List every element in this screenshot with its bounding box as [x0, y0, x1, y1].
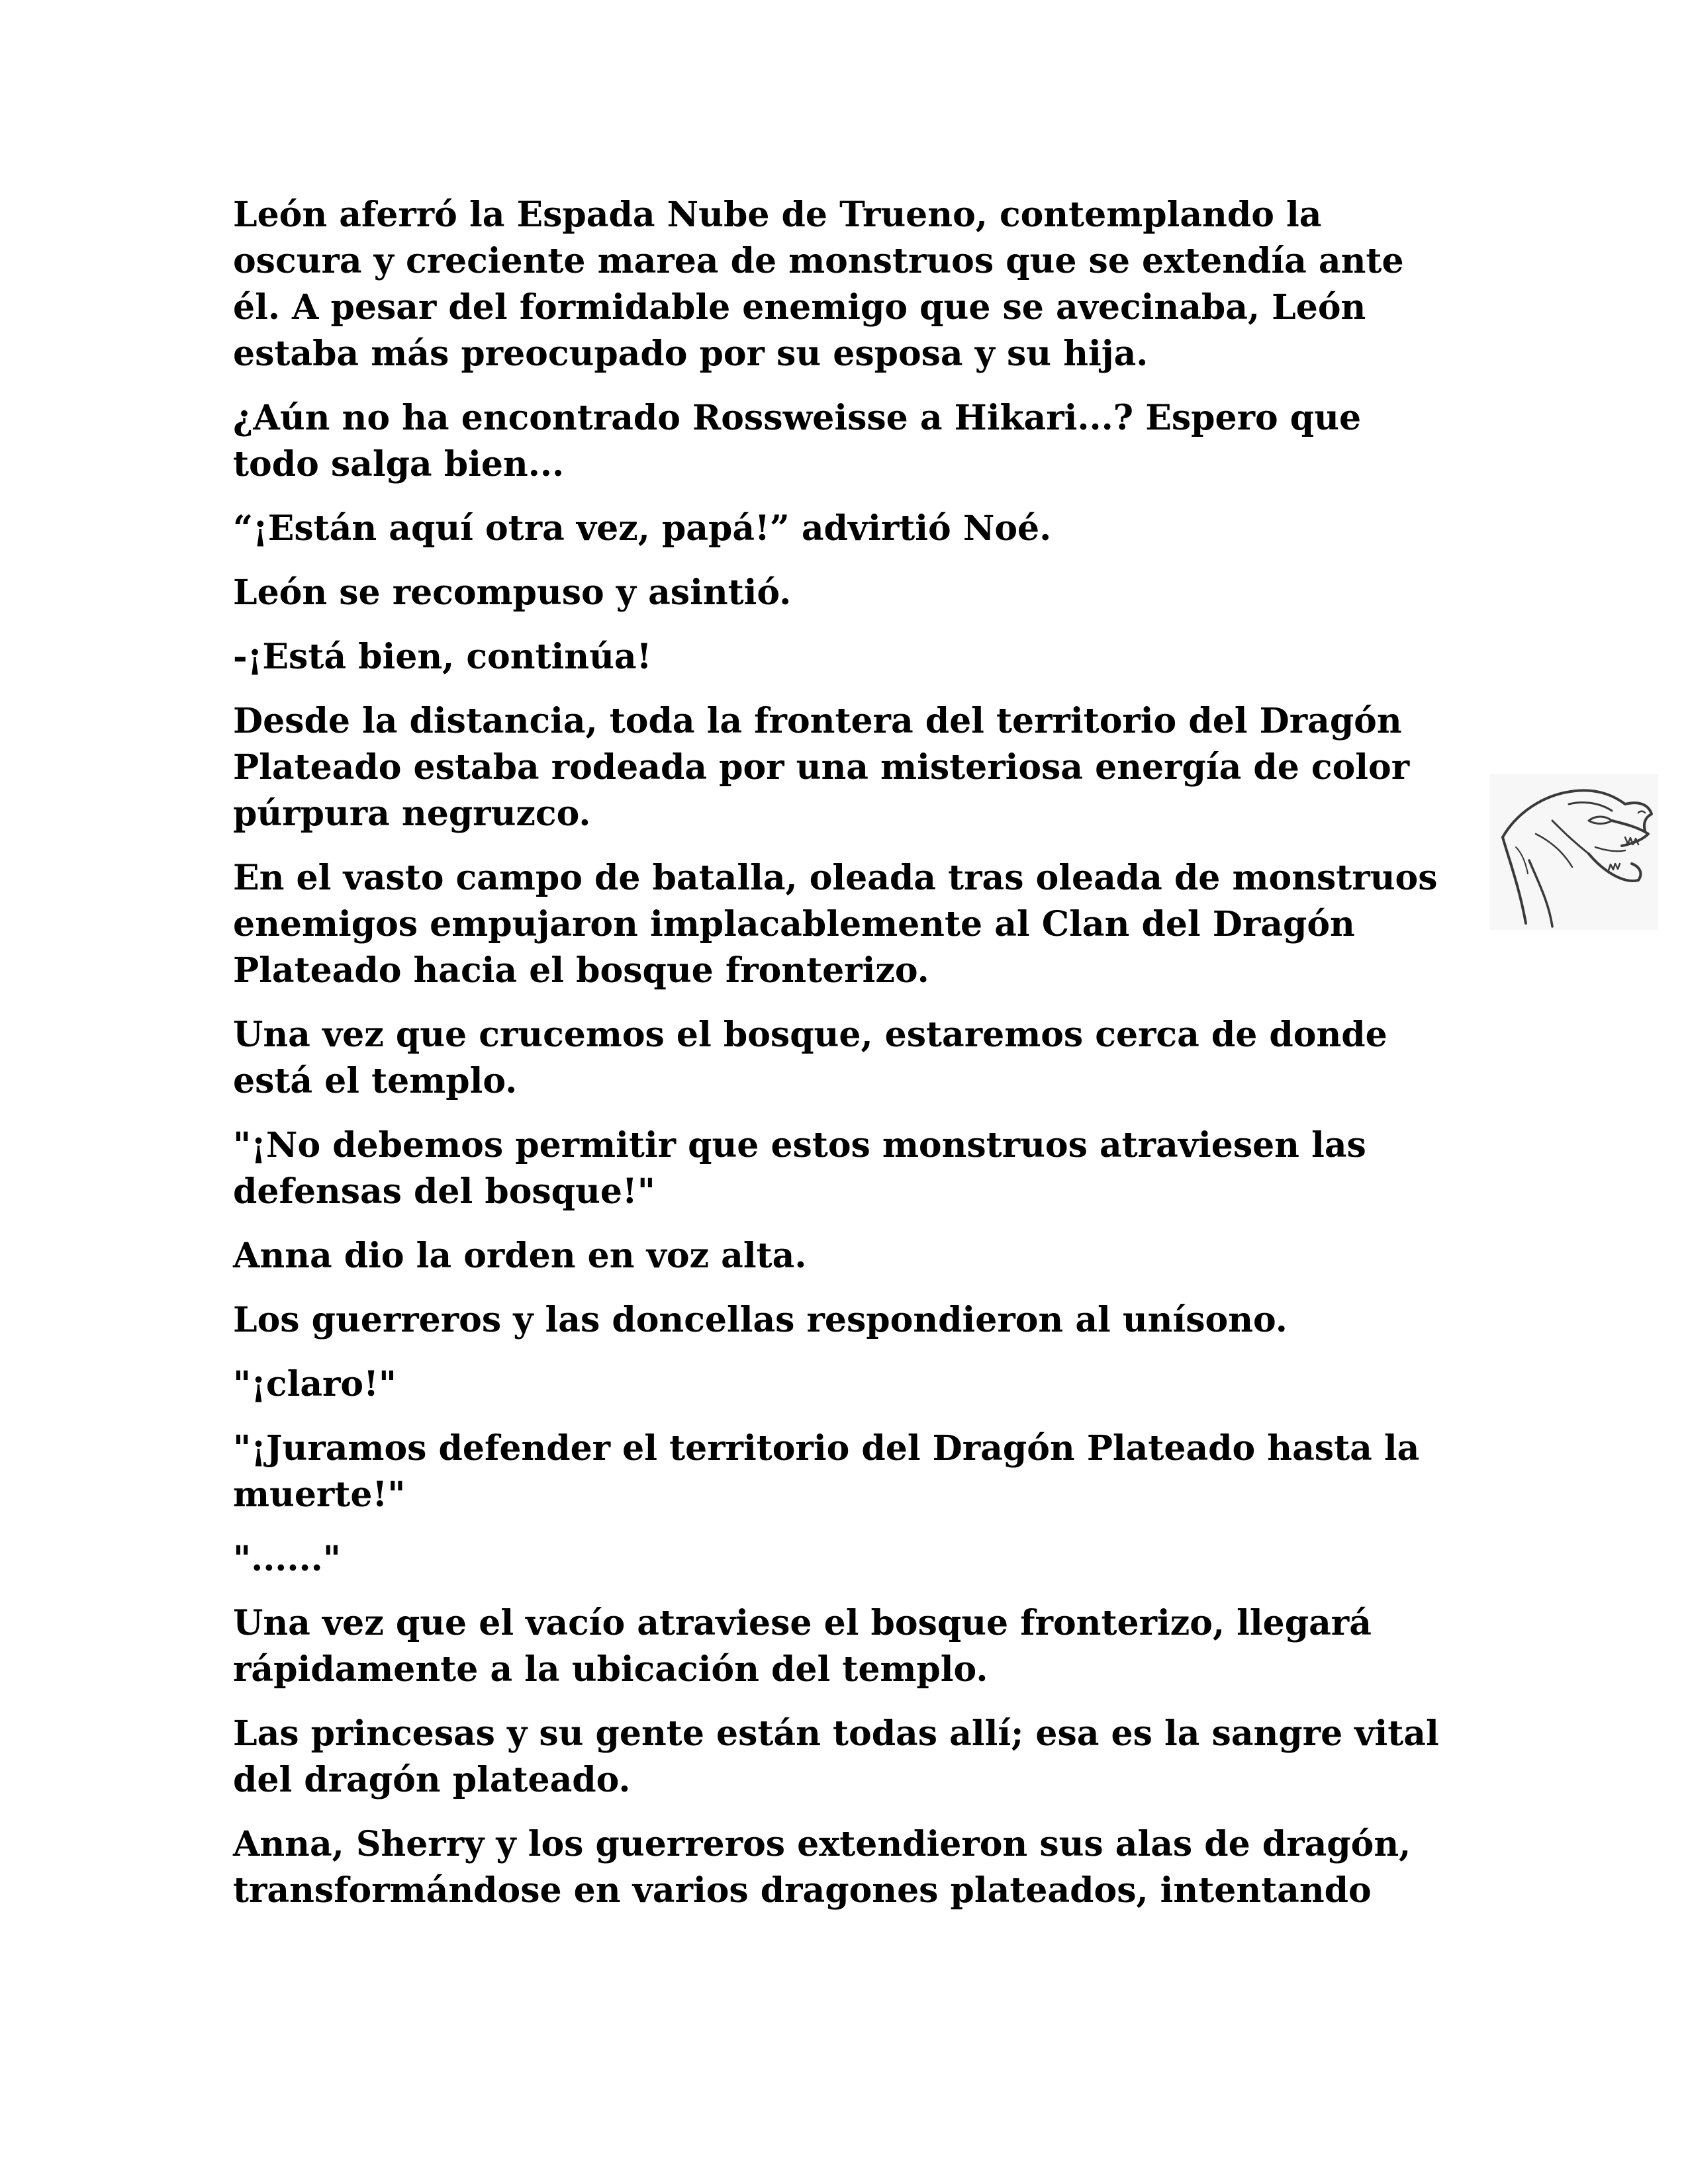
- text-line: León aferró la Espada Nube de Trueno, contemplando la: [233, 195, 1322, 235]
- paragraph: [233, 855, 1438, 994]
- paragraph: [233, 1122, 1438, 1215]
- text-line: Las princesas y su gente están todas allí; esa es la sangre vital: [233, 1713, 1439, 1754]
- text-line: Una vez que el vacío atraviese el bosque fronterizo, llegará: [233, 1603, 1372, 1643]
- text-line: ¿Aún no ha encontrado Rossweisse a Hikari...? Espero que: [233, 398, 1362, 438]
- paragraph: [233, 1361, 1438, 1408]
- paragraph: [233, 698, 1438, 837]
- text-line: oscura y creciente marea de monstruos que se extendía ante: [233, 241, 1404, 281]
- body-text: [233, 192, 1438, 1932]
- paragraph: [233, 1821, 1438, 1914]
- paragraph: [233, 506, 1438, 552]
- text-line: "¡claro!": [233, 1364, 397, 1404]
- text-line: Anna dio la orden en voz alta.: [233, 1236, 807, 1276]
- text-line: Plateado estaba rodeada por una misteriosa energía de color: [233, 747, 1410, 788]
- text-line: enemigos empujaron implacablemente al Clan del Dragón: [233, 904, 1355, 944]
- paragraph: [233, 1233, 1438, 1279]
- text-line: "¡No debemos permitir que estos monstruos atraviesen las: [233, 1125, 1366, 1165]
- paragraph: [233, 395, 1438, 488]
- text-line: León se recompuso y asintió.: [233, 572, 792, 613]
- text-line: Desde la distancia, toda la frontera del territorio del Dragón: [233, 701, 1402, 741]
- paragraph: [233, 1426, 1438, 1518]
- text-line: defensas del bosque!": [233, 1171, 655, 1212]
- text-line: “¡Están aquí otra vez, papá!” advirtió Noé.: [233, 508, 1052, 549]
- text-line: Anna, Sherry y los guerreros extendieron sus alas de dragón,: [233, 1824, 1411, 1864]
- text-line: Plateado hacia el bosque fronterizo.: [233, 950, 929, 991]
- paragraph: [233, 1012, 1438, 1105]
- text-line: Los guerreros y las doncellas respondieron al unísono.: [233, 1300, 1288, 1340]
- text-line: -¡Está bien, continúa!: [233, 637, 652, 677]
- text-line: "......": [233, 1539, 341, 1579]
- paragraph: [233, 1297, 1438, 1343]
- text-line: está el templo.: [233, 1061, 518, 1101]
- text-line: En el vasto campo de batalla, oleada tras oleada de monstruos: [233, 858, 1438, 898]
- paragraph: [233, 1536, 1438, 1582]
- text-line: todo salga bien...: [233, 444, 565, 484]
- text-line: muerte!": [233, 1475, 406, 1515]
- dragon-head-sketch-icon: [1489, 774, 1658, 930]
- paragraph: [233, 1711, 1438, 1803]
- text-line: "¡Juramos defender el territorio del Dragón Plateado hasta la: [233, 1428, 1420, 1469]
- text-line: él. A pesar del formidable enemigo que se avecinaba, León: [233, 287, 1366, 328]
- text-line: púrpura negruzco.: [233, 794, 591, 834]
- text-line: rápidamente a la ubicación del templo.: [233, 1649, 988, 1690]
- text-line: transformándose en varios dragones plateados, intentando: [233, 1870, 1372, 1911]
- paragraph: [233, 570, 1438, 616]
- paragraph: [233, 1600, 1438, 1693]
- text-line: del dragón plateado.: [233, 1760, 631, 1800]
- text-line: estaba más preocupado por su esposa y su hija.: [233, 334, 1149, 374]
- paragraph: [233, 634, 1438, 680]
- paragraph: [233, 192, 1438, 377]
- text-line: Una vez que crucemos el bosque, estaremos cerca de donde: [233, 1015, 1387, 1055]
